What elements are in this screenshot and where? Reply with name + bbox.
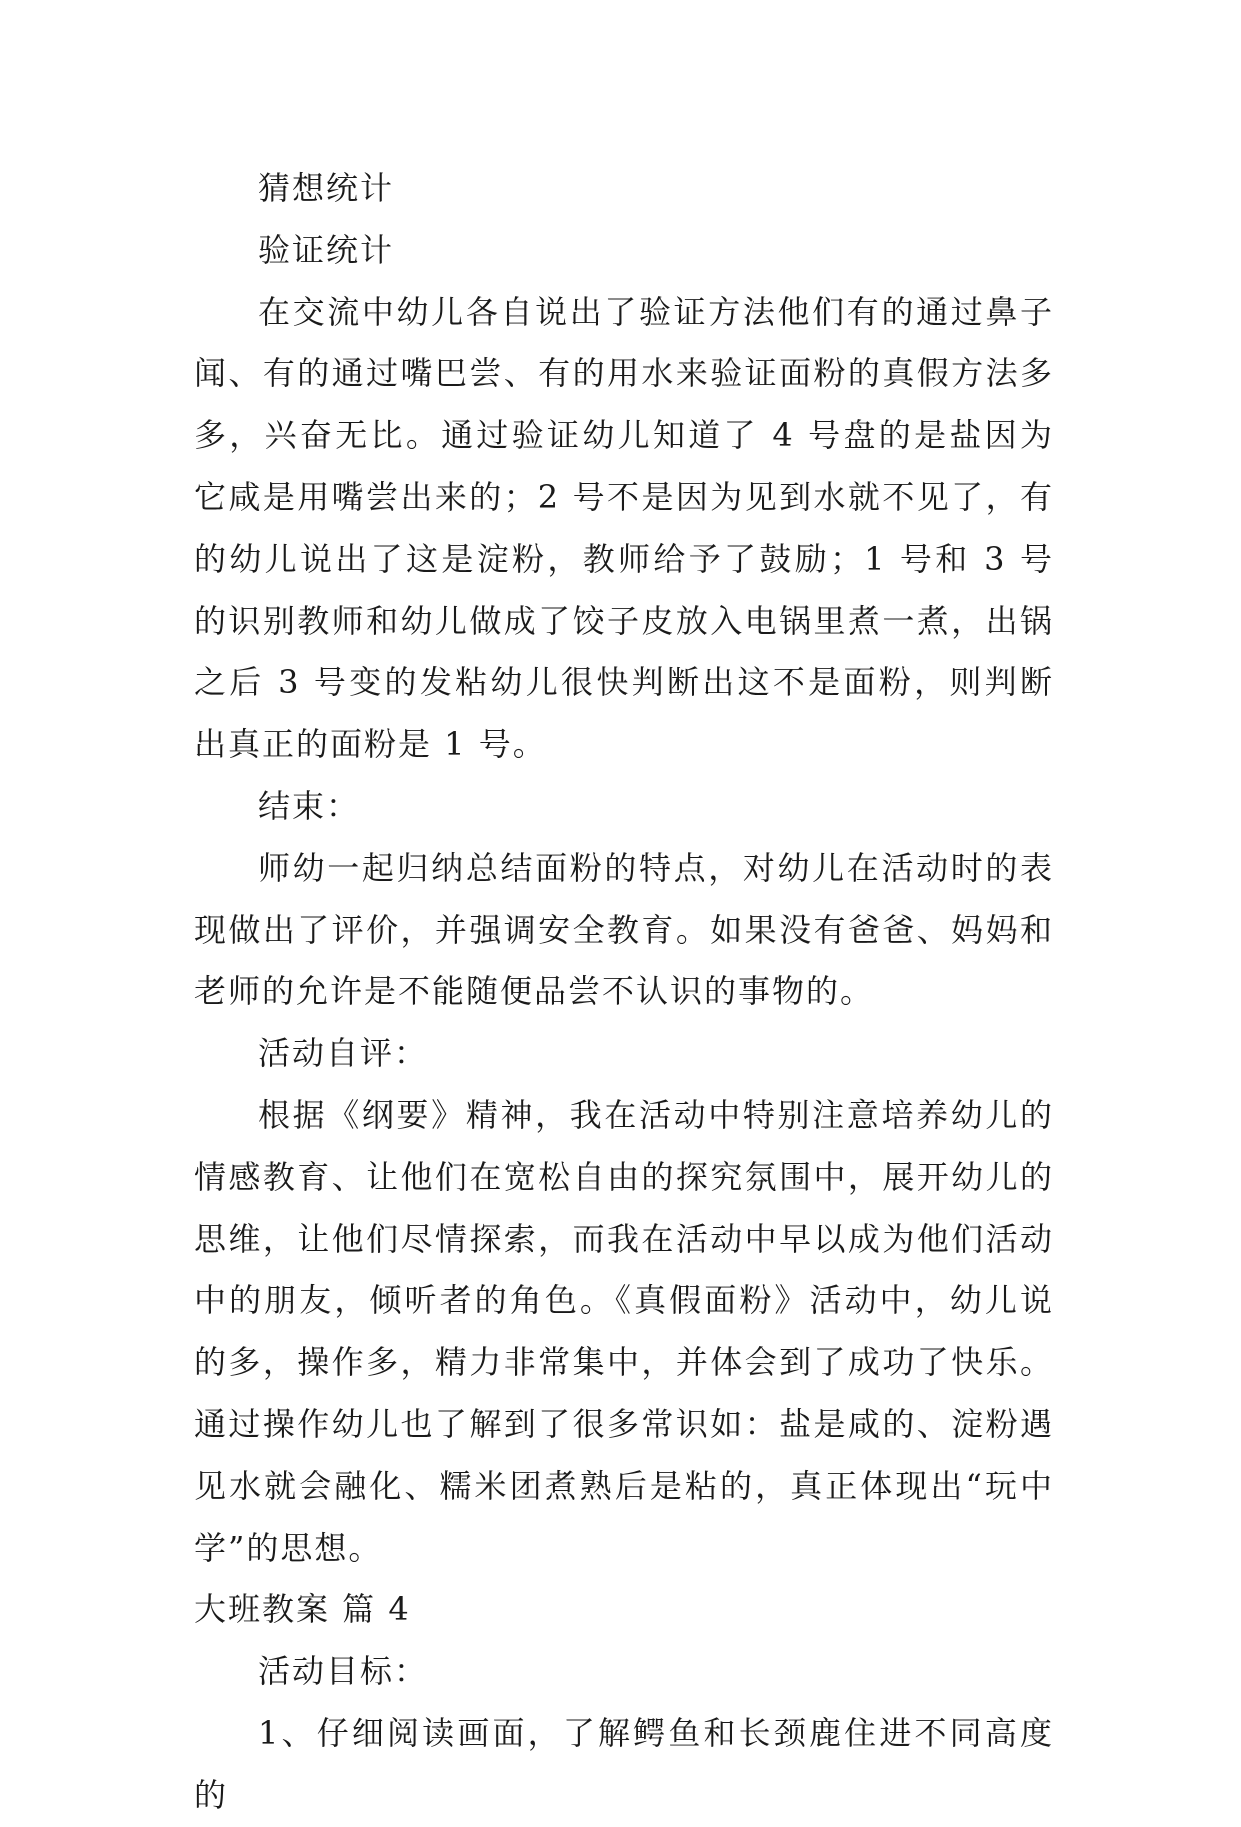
paragraph-self-evaluation: 根据《纲要》精神，我在活动中特别注意培养幼儿的情感教育、让他们在宽松自由的探究氛围中，展开幼儿的思维，让他们尽情探索，而我在活动中早以成为他们活动中的朋友，倾听者的角色。《真假面粉》活动中，幼儿说的多，操作多，精力非常集中，并体会到了成功了快乐。通过操作幼儿也了解到了很多常识如：盐是咸的、淀粉遇见水就会融化、糯米团煮熟后是粘的，真正体现出“玩中学”的思想。 <box>194 1095 1054 1567</box>
paragraph-verification-discussion: 在交流中幼儿各自说出了验证方法他们有的通过鼻子闻、有的通过嘴巴尝、有的用水来验证面粉的真假方法多多，兴奋无比。通过验证幼儿知道了 4 号盘的是盐因为它咸是用嘴尝出来的；2 号不是因为见到水就不见了，有的幼儿说出了这是淀粉，教师给予了鼓励；1 号和 3 号的识别教师和幼儿做成了饺子皮放入电锅里煮一煮，出锅之后 3 号变的发粘幼儿很快判断出这不是面粉，则判断出真正的面粉是 1 号。 <box>194 292 1054 764</box>
paragraph-verify-stats: 验证统计 <box>258 230 395 269</box>
document-page <box>194 158 1054 1827</box>
section-heading: 大班教案 篇 4 <box>194 1590 411 1629</box>
paragraph-activity-goals-label: 活动目标： <box>258 1652 429 1691</box>
paragraph-self-evaluation-label: 活动自评： <box>258 1034 429 1073</box>
paragraph-goal-1: 1、仔细阅读画面，了解鳄鱼和长颈鹿住进不同高度的 <box>194 1713 1054 1814</box>
paragraph-guess-stats: 猜想统计 <box>258 169 395 207</box>
paragraph-ending-label: 结束： <box>258 786 361 825</box>
paragraph-ending-summary: 师幼一起归纳总结面粉的特点，对幼儿在活动时的表现做出了评价，并强调安全教育。如果没有爸爸、妈妈和老师的允许是不能随便品尝不认识的事物的。 <box>194 848 1054 1011</box>
